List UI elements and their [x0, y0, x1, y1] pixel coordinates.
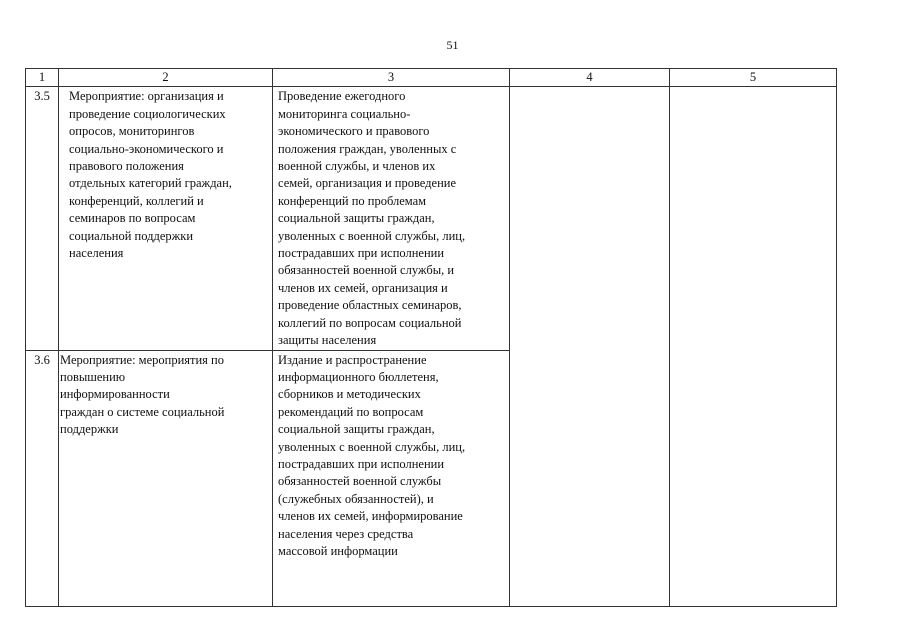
measure-line: Мероприятие: мероприятия по	[60, 352, 224, 367]
description-cell	[273, 350, 510, 607]
description-line: пострадавших при исполнении	[278, 246, 445, 261]
description-line: обязанностей военной службы	[278, 474, 442, 489]
description-line: социальной защиты граждан,	[278, 211, 435, 226]
measure-line: семинаров по вопросам	[69, 211, 196, 226]
measure-line: граждан о системе социальной	[60, 404, 225, 419]
column-header-5: 5	[670, 69, 837, 87]
column-5-cell	[670, 87, 837, 607]
description-line: мониторинга социально-	[278, 106, 411, 121]
description-line: защиты населения	[278, 333, 377, 348]
measure-cell	[59, 87, 273, 350]
description-line: уволенных с военной службы, лиц,	[278, 228, 466, 243]
measure-line: населения	[69, 246, 124, 261]
column-header-2: 2	[59, 69, 273, 87]
description-line: членов их семей, организация и	[278, 280, 448, 295]
description-line: Издание и распространение	[278, 352, 427, 367]
description-cell	[273, 87, 510, 350]
description-line: населения через средства	[278, 526, 414, 541]
measure-line: социально-экономического и	[69, 141, 224, 156]
measure-cell	[59, 350, 273, 607]
description-line: экономического и правового	[278, 124, 430, 139]
measure-line: отдельных категорий граждан,	[69, 176, 232, 191]
description-line: конференций по проблемам	[278, 193, 427, 208]
description-line: рекомендаций по вопросам	[278, 404, 424, 419]
description-line: семей, организация и проведение	[278, 176, 456, 191]
row-number: 3.6	[26, 350, 59, 607]
description-line: социальной защиты граждан,	[278, 422, 435, 437]
description-line: военной службы, и членов их	[278, 159, 436, 174]
measure-line: конференций, коллегий и	[69, 193, 204, 208]
table-row-3-5	[26, 87, 837, 350]
description-line: коллегий по вопросам социальной	[278, 315, 462, 330]
description-line: проведение областных семинаров,	[278, 298, 462, 313]
measure-line: социальной поддержки	[69, 228, 194, 243]
program-table	[25, 68, 837, 607]
description-line: обязанностей военной службы, и	[278, 263, 455, 278]
description-line: сборников и методических	[278, 387, 421, 402]
page-number: 51	[446, 38, 459, 52]
measure-line: проведение социологических	[69, 106, 226, 121]
column-4-cell	[510, 87, 670, 607]
measure-line: повышению	[60, 369, 126, 384]
measure-line: Мероприятие: организация и	[69, 89, 224, 104]
table-header-row	[26, 69, 837, 87]
row-number: 3.5	[26, 87, 59, 350]
description-line: информационного бюллетеня,	[278, 369, 439, 384]
description-line: положения граждан, уволенных с	[278, 141, 457, 156]
column-header-3: 3	[273, 69, 510, 87]
description-line: Проведение ежегодного	[278, 89, 406, 104]
measure-line: информированности	[60, 387, 170, 402]
description-line: пострадавших при исполнении	[278, 456, 445, 471]
description-line: (служебных обязанностей), и	[278, 491, 434, 506]
column-header-1: 1	[26, 69, 59, 87]
column-header-4: 4	[510, 69, 670, 87]
measure-line: правового положения	[69, 159, 184, 174]
description-line: массовой информации	[278, 543, 398, 558]
description-line: уволенных с военной службы, лиц,	[278, 439, 466, 454]
measure-line: поддержки	[60, 422, 119, 437]
description-line: членов их семей, информирование	[278, 509, 463, 524]
measure-line: опросов, мониторингов	[69, 124, 195, 139]
